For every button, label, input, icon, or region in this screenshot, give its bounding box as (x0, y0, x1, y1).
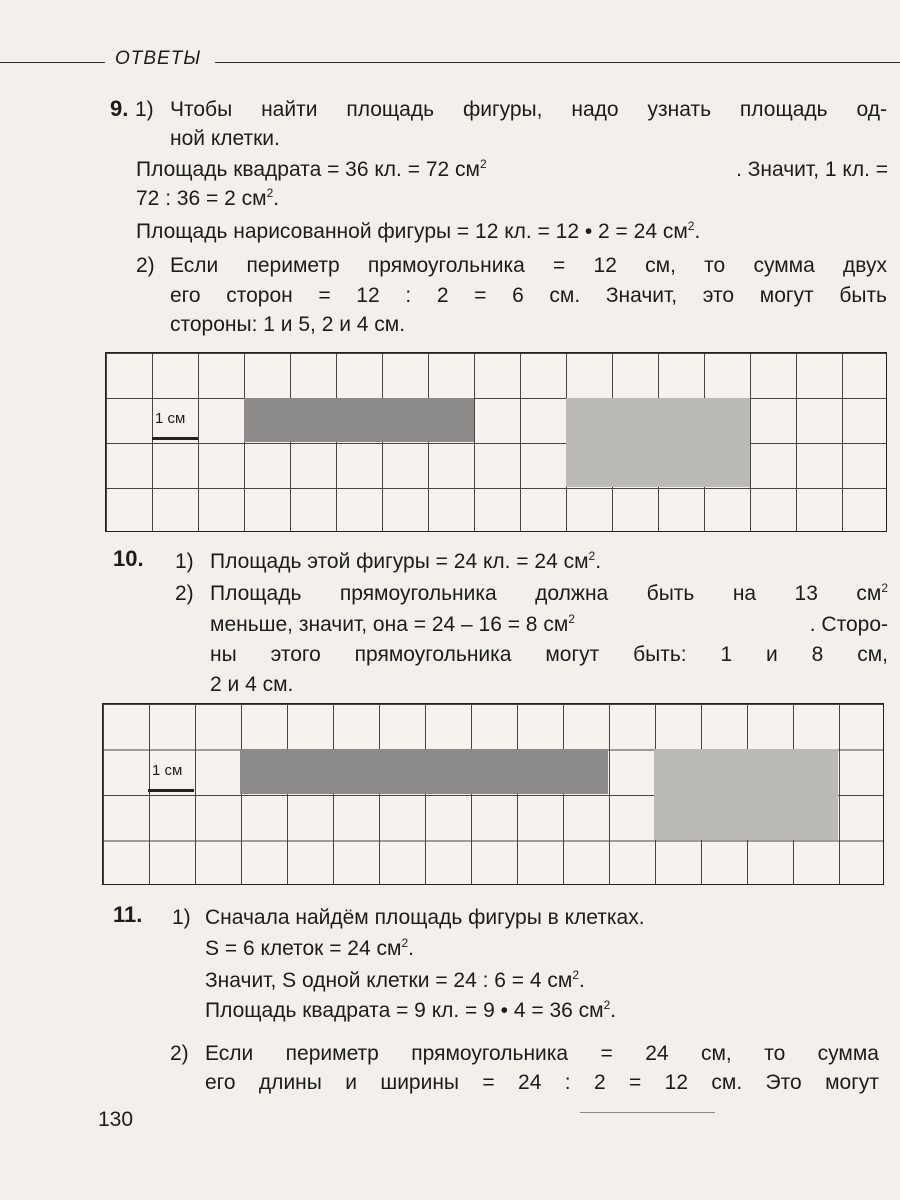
task-9-unit-label: 1 см (155, 410, 186, 427)
task-10-rectangle-1x8 (240, 749, 608, 794)
task-9-number: 9. (110, 96, 129, 121)
section-header (0, 48, 900, 74)
task-10-unit-segment (148, 789, 194, 792)
task-10-part-2-line-1: Площадь прямоугольника должна быть на 13 $см^2$ (210, 581, 888, 605)
task-10-part-1-label: 1) (175, 550, 194, 573)
task-11-part-1-line-4: Площадь квадрата = 9 кл. = 9 • 4 = 36 $см^2$. (205, 998, 617, 1022)
task-10-part-2-line-2 (210, 613, 888, 637)
task-11-number: 11. (113, 902, 143, 927)
task-11-part-2-line-1: Если периметр прямоугольника = 24 см, то сумма (205, 1042, 879, 1065)
task-9-line-1: Чтобы найти площадь фигуры, надо узнать площадь од- (170, 98, 887, 121)
task-10-part-2-line-2-part-a: меньше, значит, она = 24 – 16 = 8 $см^2$ (210, 612, 575, 636)
page-number: 130 (98, 1108, 134, 1131)
task-9-part-2-label: 2) (136, 254, 155, 277)
task-11-part-2-line-2: его длины и ширины = 24 : 2 = 12 см. Это могут (205, 1071, 879, 1094)
footer-divider (580, 1112, 715, 1113)
task-11-part-1-line-2: S = 6 клеток = 24 $см^2$. (205, 936, 414, 960)
task-11-part-2-label: 2) (170, 1042, 189, 1065)
task-11-part-1-label: 1) (172, 906, 191, 929)
task-10-rectangle-2x4 (654, 749, 838, 840)
task-9-line-5: Площадь нарисованной фигуры = 12 кл. = 12 • 2 = 24 $см^2$. (136, 219, 701, 243)
task-9-part-2-line-1: Если периметр прямоугольника = 12 см, то сумма двух (170, 254, 887, 277)
section-title: ОТВЕТЫ (115, 48, 202, 69)
task-11-part-1-line-3: Значит, S одной клетки = 24 : 6 = 4 $см^2$. (205, 968, 585, 992)
task-9-part-2-line-2: его сторон = 12 : 2 = 6 см. Значит, это могут быть (170, 284, 887, 307)
header-rule-left (0, 62, 105, 63)
task-9-unit-segment (152, 437, 198, 440)
task-10-unit-label: 1 см (152, 762, 183, 779)
task-9-rectangle-1x5 (244, 398, 474, 442)
task-9-part-1-label: 1) (135, 98, 154, 121)
task-9-grid (105, 352, 887, 532)
task-9-line-4: 72 : 36 = 2 $см^2$. (136, 186, 280, 210)
task-9-line-3 (136, 158, 888, 182)
task-9-line-3-part-a: Площадь квадрата = 36 кл. = 72 $см^2$ (136, 157, 487, 181)
task-10-part-2-line-3: ны этого прямоугольника могут быть: 1 и 8 см, (210, 643, 888, 666)
header-rule-right (215, 62, 900, 63)
task-10-part-2-line-4: 2 и 4 см. (210, 673, 294, 696)
task-11-part-1-line-1: Сначала найдём площадь фигуры в клетках. (205, 906, 645, 929)
task-10-part-2-line-2-part-b: . Сторо- (809, 613, 888, 636)
task-10-part-2-label: 2) (175, 582, 194, 605)
task-9-line-2: ной клетки. (170, 127, 280, 150)
task-9-rectangle-2x4 (566, 398, 750, 487)
task-9-line-3-part-b: . Значит, 1 кл. = (736, 158, 888, 181)
task-10-part-1-line-1: Площадь этой фигуры = 24 кл. = 24 $см^2$. (210, 549, 602, 573)
task-9-part-2-line-3: стороны: 1 и 5, 2 и 4 см. (170, 313, 406, 336)
task-10-number: 10. (113, 546, 144, 571)
